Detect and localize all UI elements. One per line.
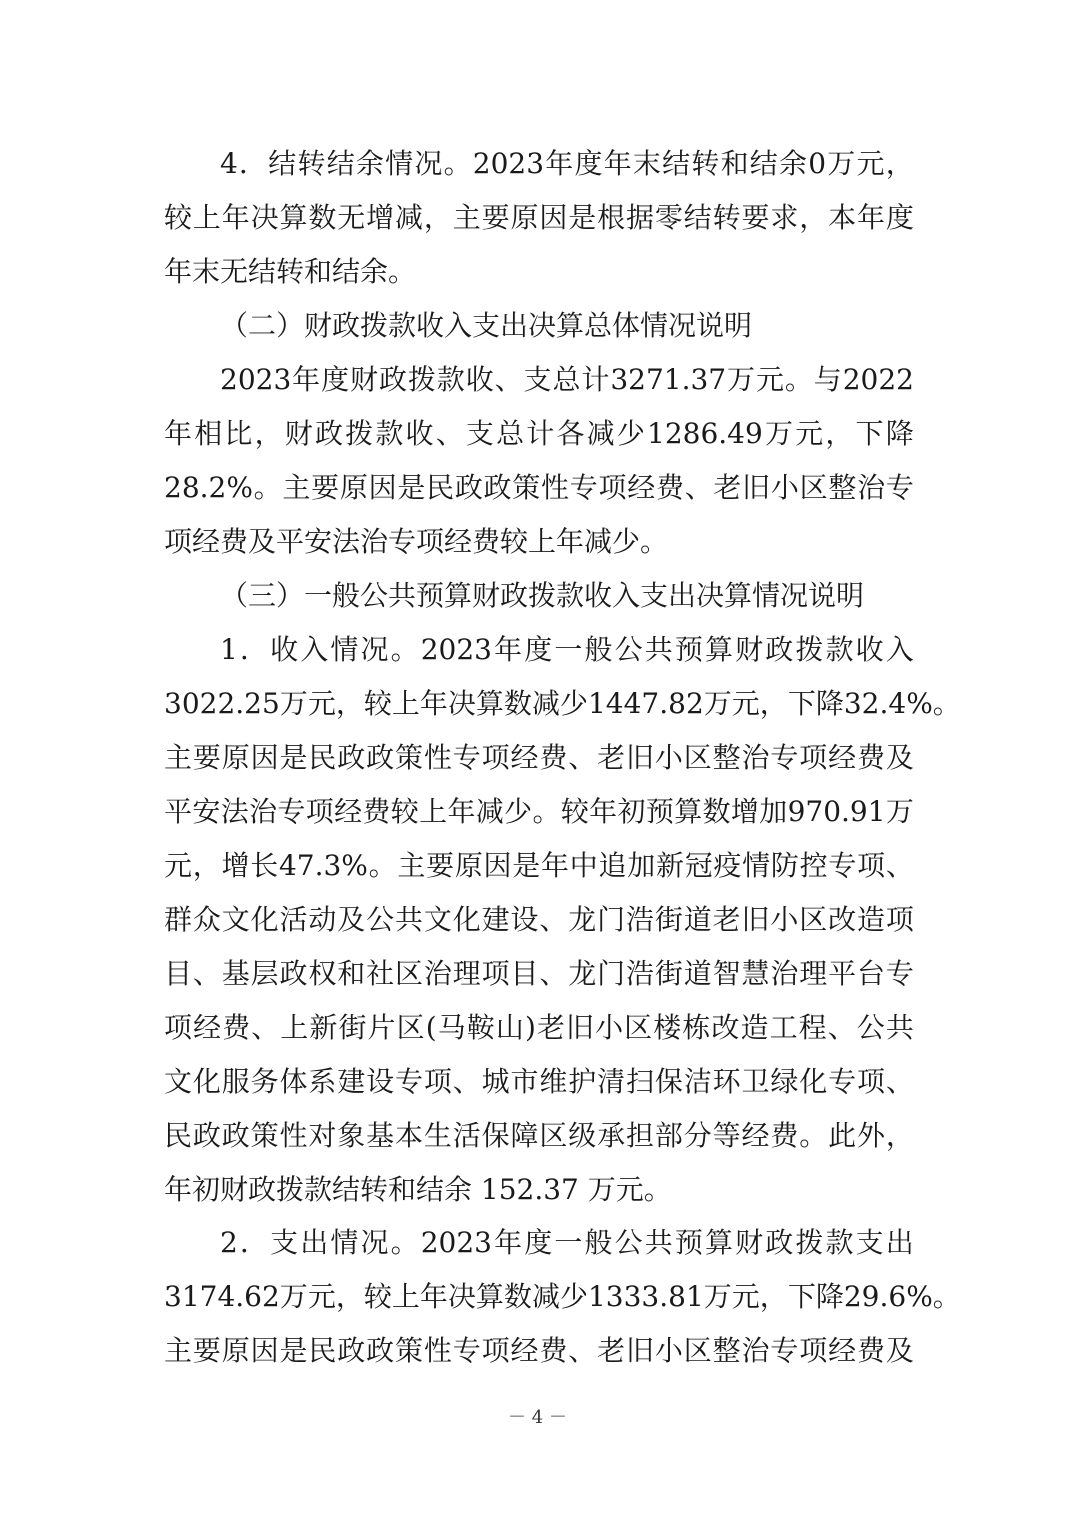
text-line: 较 上 年 决 算 数 无 增 减 ， 主 要 原 因 是 根 据 零 结 转 要 求 ， 本 年 度 (164, 201, 914, 234)
text-line: 3022.25 万 元 ， 较 上 年 决 算 数 减 少 1447.82 万 元 ， 下 降 32.4% 。 (164, 687, 961, 720)
text-line: 群 众 文 化 活 动 及 公 共 文 化 建 设 、 龙 门 浩 街 道 老 旧 小 区 改 造 项 (164, 903, 914, 936)
text-line: （三）一般公共预算财政拨款收入支出决算情况说明 (220, 579, 865, 612)
text-line: 项 经 费 、 上 新 街 片 区 ( 马 鞍 山 ) 老 旧 小 区 楼 栋 改 造 工 程 、 公 共 (164, 1011, 914, 1044)
text-line: 3174.62 万 元 ， 较 上 年 决 算 数 减 少 1333.81 万 元 ， 下 降 29.6% 。 (164, 1280, 961, 1313)
text-line: 4 ． 结 转 结 余 情 况 。 2023 年 度 年 末 结 转 和 结 余 0 万 元 ， (220, 147, 914, 180)
text-line: 目 、 基 层 政 权 和 社 区 治 理 项 目 、 龙 门 浩 街 道 智 慧 治 理 平 台 专 (164, 957, 914, 990)
text-line: 文 化 服 务 体 系 建 设 专 项 、 城 市 维 护 清 扫 保 洁 环 卫 绿 化 专 项 、 (164, 1065, 914, 1098)
text-line: 年末无结转和结余。 (164, 255, 417, 288)
text-line: 项经费及平安法治专项经费较上年减少。 (164, 525, 669, 558)
text-line: 2 ． 支 出 情 况 。 2023 年 度 一 般 公 共 预 算 财 政 拨 款 支 出 (220, 1226, 914, 1259)
text-line: 年 相 比 ， 财 政 拨 款 收 、 支 总 计 各 减 少 1286.49 万 元 ， 下 降 (164, 417, 914, 450)
text-line: （二）财政拨款收入支出决算总体情况说明 (220, 309, 753, 342)
text-line: 平 安 法 治 专 项 经 费 较 上 年 减 少 。 较 年 初 预 算 数 增 加 970.91 万 (164, 795, 914, 828)
text-line: 民 政 政 策 性 对 象 基 本 生 活 保 障 区 级 承 担 部 分 等 经 费 。 此 外 ， (164, 1119, 914, 1152)
page-number: － 4 － (508, 1407, 567, 1428)
text-line: 28.2% 。 主 要 原 因 是 民 政 政 策 性 专 项 经 费 、 老 旧 小 区 整 治 专 (164, 471, 914, 504)
text-line: 年初财政拨款结转和结余 152.37 万元。 (164, 1173, 672, 1206)
text-line: 主 要 原 因 是 民 政 政 策 性 专 项 经 费 、 老 旧 小 区 整 治 专 项 经 费 及 (164, 741, 914, 774)
text-line: 主 要 原 因 是 民 政 政 策 性 专 项 经 费 、 老 旧 小 区 整 治 专 项 经 费 及 (164, 1334, 914, 1367)
text-line: 元 ， 增 长 47.3% 。 主 要 原 因 是 年 中 追 加 新 冠 疫 情 防 控 专 项 、 (164, 849, 914, 882)
text-line: 2023 年 度 财 政 拨 款 收 、 支 总 计 3271.37 万 元 。 与 2022 (220, 363, 914, 396)
text-line: 1 ． 收 入 情 况 。 2023 年 度 一 般 公 共 预 算 财 政 拨 款 收 入 (220, 633, 914, 666)
